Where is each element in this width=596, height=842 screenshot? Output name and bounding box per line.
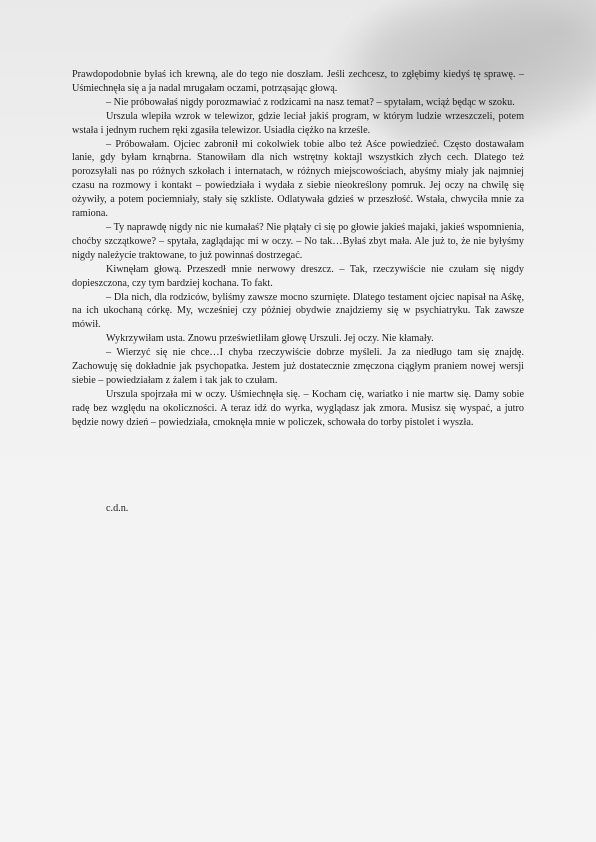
paragraph: Kiwnęłam głową. Przeszedł mnie nerwowy dreszcz. – Tak, rzeczywiście nie czułam się nigdy dopieszczona, czy tym bardziej kochana. To fakt.	[72, 263, 524, 289]
paragraph: Urszula spojrzała mi w oczy. Uśmiechnęła się. – Kocham cię, wariatko i nie martw się. Damy sobie radę bez względu na okoliczności. A teraz idź do wyrka, wyglądasz jak zmora. Musisz się wyspać, a jutro będzie nowy dzień – powiedziała, cmoknęła mnie w policzek, schowała do torby pistolet i wyszła.	[72, 388, 524, 428]
paragraph: Wykrzywiłam usta. Znowu prześwietliłam głowę Urszuli. Jej oczy. Nie kłamały.	[106, 333, 434, 345]
paragraph: – Ty naprawdę nigdy nic nie kumałaś? Nie płątały ci się po głowie jakieś majaki, jakieś wspomnienia, choćby szczątkowe? – spytała, zaglądając mi w oczy. – No tak…Byłaś zbyt mała. Ale już to, że nie byłyśmy nigdy należycie traktowane, to już powinnaś dostrzegać.	[72, 221, 524, 261]
paragraph: – Wierzyć się nie chce…I chyba rzeczywiście dobrze myśleli. Ja za niedługo tam się znajdę. Zachowuję się dokładnie jak psychopatka. Jestem już dostatecznie zmęczona ciągłym praniem nowej wersji siebie – powiedziałam z żalem i tak jak to czułam.	[72, 347, 524, 386]
paragraph: Prawdopodobnie byłaś ich krewną, ale do tego nie doszłam. Jeśli zechcesz, to zgłębimy kiedyś tę sprawę. – Uśmiechnęła się a ja nadal mrugałam oczami, potrząsając głową.	[72, 69, 524, 94]
body-text	[72, 68, 524, 430]
paragraph: – Próbowałam. Ojciec zabronił mi cokolwiek tobie albo też Aśce powiedzieć. Często dostawałam lanie, gdy byłam krnąbrna. Stanowiłam dla nich wstrętny koktajl wszystkich złych cech. Dlatego też porozsyłali nas po różnych szkołach i internatach, w różnych miejscowościach, abyśmy miały jak najmniej czasu na rozmowy i kontakt – powiedziała i wydała z siebie nieokreślony pomruk. Jej oczy na chwilę się ożywiły, a potem pociemniały, stały się szkliste. Odlatywała gdzieś w przeszłość. Wstała, chwyciła mnie za ramiona.	[72, 138, 524, 220]
paragraph: Urszula wlepiła wzrok w telewizor, gdzie leciał jakiś program, w którym ludzie wrzeszczeli, potem wstała i jednym ruchem ręki zgasiła telewizor. Usiadła ciężko na krześle.	[72, 110, 524, 136]
continuation-note: c.d.n.	[106, 503, 129, 514]
paragraph: – Dla nich, dla rodziców, byliśmy zawsze mocno szurnięte. Dlatego testament ojciec napisał na Aśkę, na ich ukochaną córkę. My, wcześniej czy później obydwie znajdziemy się w psychiatryku. Tak zawsze mówił.	[72, 291, 524, 331]
paragraph: – Nie próbowałaś nigdy porozmawiać z rodzicami na nasz temat? – spytałam, wciąż będąc w szoku.	[106, 96, 515, 108]
